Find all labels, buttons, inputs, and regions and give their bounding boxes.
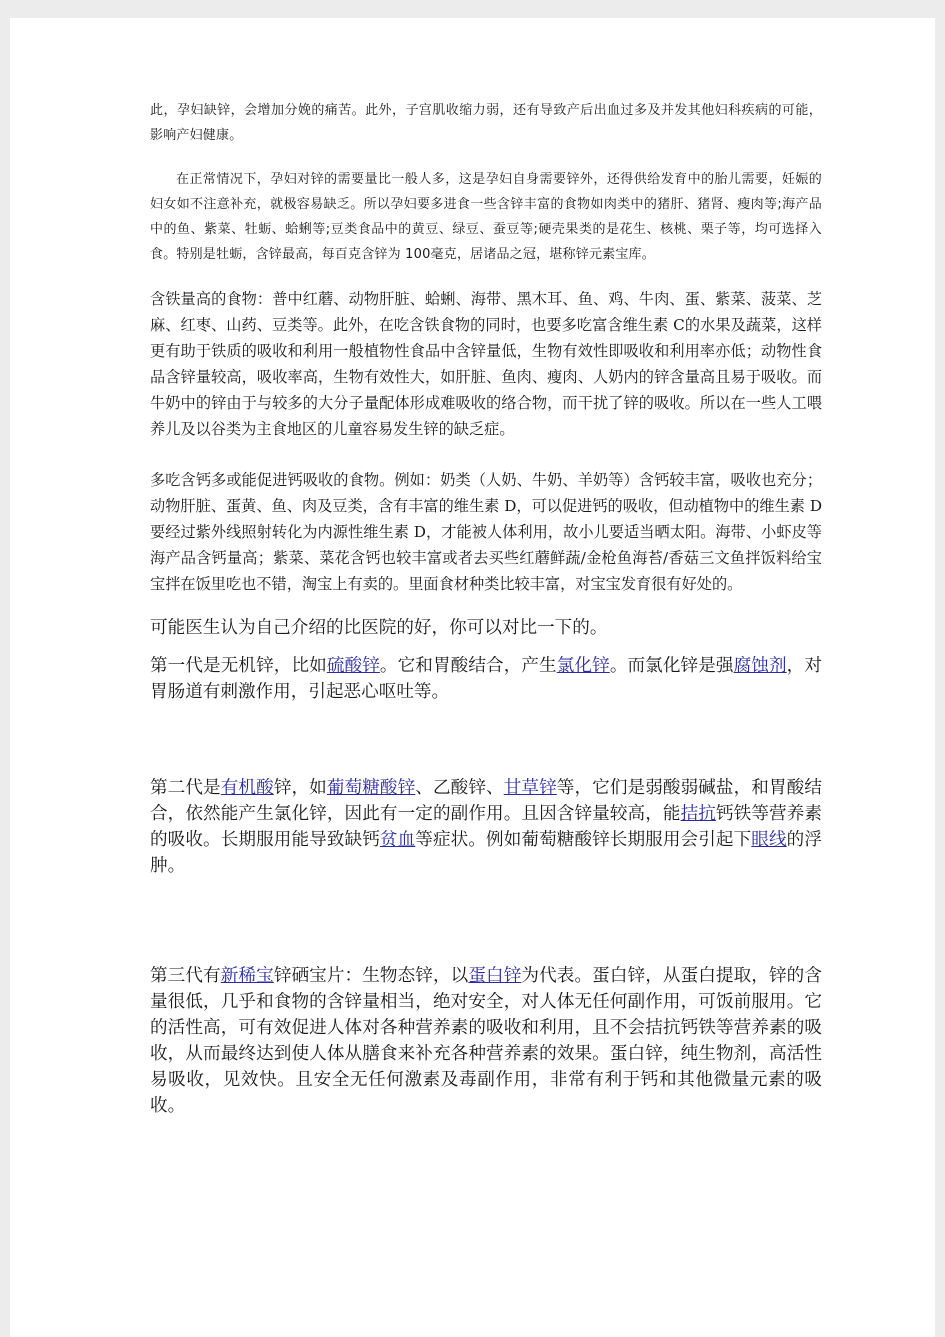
text-run: 锌硒宝片：生物态锌，以: [273, 966, 469, 986]
text-run: ，对胃肠道有刺激作用，引起恶心呕吐等。: [150, 656, 822, 702]
link-zinc-gluconate[interactable]: 葡萄糖酸锌: [326, 778, 416, 798]
paragraph-doctor-comparison: 可能医生认为自己介绍的比医院的好，你可以对比一下的。: [150, 618, 608, 638]
link-xinxibao[interactable]: 新稀宝: [220, 966, 274, 986]
document-page: [10, 18, 935, 1337]
link-licorice-zinc[interactable]: 甘草锌: [503, 778, 557, 798]
text-run: 第二代是: [150, 778, 221, 798]
text-run: 第一代是无机锌，比如: [150, 656, 327, 676]
link-anemia[interactable]: 贫血: [379, 830, 416, 850]
link-organic-acid[interactable]: 有机酸: [220, 778, 274, 798]
link-corrosive[interactable]: 腐蚀剂: [733, 656, 787, 676]
text-run: 为代表。蛋白锌，从蛋白提取，锌的含量很低，几乎和食物的含锌量相当，绝对安全，对人体无任何副作用，可饭前服用。它的活性高，可有效促进人体对各种营养素的吸收和利用，且不会拮抗钙铁等营养素的吸收，从而最终达到使人体从膳食来补充各种营养素的效果。蛋白锌，纯生物剂，高活性易吸收，见效快。且安全无任何激素及毒副作用，非常有利于钙和其他微量元素的吸收。: [150, 966, 822, 1116]
text-run: 的浮肿。: [150, 830, 822, 876]
paragraph-iron-foods: 含铁量高的食物：普中红蘑、动物肝脏、蛤蜊、海带、黑木耳、鱼、鸡、牛肉、蛋、紫菜、菠菜、芝麻、红枣、山药、豆类等。此外，在吃含铁食物的同时，也要多吃富含维生素 C的水果及蔬菜，这样更有助于铁质的吸收和利用一般植物性食品中含锌量低，生物有效性即吸收和利用率亦低；动物性食品含锌量较高，吸收率高，生物有效性大，如肝脏、鱼肉、瘦肉、人奶内的锌含量高且易于吸收。而牛奶中的锌由于与较多的大分子量配体形成难吸收的络合物，而干扰了锌的吸收。所以在一些人工喂养儿及以谷类为主食地区的儿童容易发生锌的缺乏症。: [150, 290, 822, 438]
link-protein-zinc[interactable]: 蛋白锌: [468, 966, 522, 986]
text-run: 。而氯化锌是强: [609, 656, 734, 676]
paragraph-first-generation-zinc: [150, 653, 822, 705]
paragraph-second-generation-zinc: [150, 775, 822, 879]
text-run: 。它和胃酸结合，产生: [379, 656, 557, 676]
text-run: 等症状。例如葡萄糖酸锌长期服用会引起下: [415, 830, 752, 850]
paragraph-calcium-foods: 多吃含钙多或能促进钙吸收的食物。例如：奶类（人奶、牛奶、羊奶等）含钙较丰富，吸收也充分；动物肝脏、蛋黄、鱼、肉及豆类，含有丰富的维生素 D，可以促进钙的吸收，但动植物中的维生素 D 要经过紫外线照射转化为内源性维生素 D，才能被人体利用，故小儿要适当晒太阳。海带、小虾皮等海产品含钙量高；紫菜、菜花含钙也较丰富或者去买些红蘑鲜蔬/金枪鱼海苔/香菇三文鱼拌饭料给宝宝拌在饭里吃也不错，淘宝上有卖的。里面食材种类比较丰富，对宝宝发育很有好处的。: [150, 471, 822, 593]
link-zinc-chloride[interactable]: 氯化锌: [556, 656, 610, 676]
text-run: 第三代有: [150, 966, 221, 986]
paragraph-zinc-childbirth: 此，孕妇缺锌，会增加分娩的痛苦。此外，子宫肌收缩力弱，还有导致产后出血过多及并发其他妇科疾病的可能，影响产妇健康。: [150, 103, 822, 143]
text-run: 、乙酸锌、: [415, 778, 504, 798]
document-body: [150, 98, 822, 1119]
link-antagonize[interactable]: 拮抗: [680, 804, 716, 824]
paragraph-third-generation-zinc: [150, 963, 822, 1119]
text-run: 钙铁等营养素的吸收。长期服用能导致缺钙: [150, 804, 822, 850]
link-zinc-sulfate[interactable]: 硫酸锌: [326, 656, 380, 676]
text-run: 等，它们是弱酸弱碱盐，和胃酸结合，依然能产生氯化锌，因此有一定的副作用。且因含锌量较高，能: [150, 778, 822, 824]
text-run: 锌，如: [273, 778, 327, 798]
paragraph-pregnancy-zinc: 在正常情况下，孕妇对锌的需要量比一般人多，这是孕妇自身需要锌外，还得供给发育中的胎儿需要，妊娠的妇女如不注意补充，就极容易缺乏。所以孕妇要多进食一些含锌丰富的食物如肉类中的猪肝、猪肾、瘦肉等;海产品中的鱼、紫菜、牡蛎、蛤蜊等;豆类食品中的黄豆、绿豆、蚕豆等;硬壳果类的是花生、核桃、栗子等，均可选择入食。特别是牡蛎，含锌最高，每百克含锌为 100毫克，居诸品之冠，堪称锌元素宝库。: [150, 172, 822, 262]
link-eyeline[interactable]: 眼线: [751, 830, 787, 850]
